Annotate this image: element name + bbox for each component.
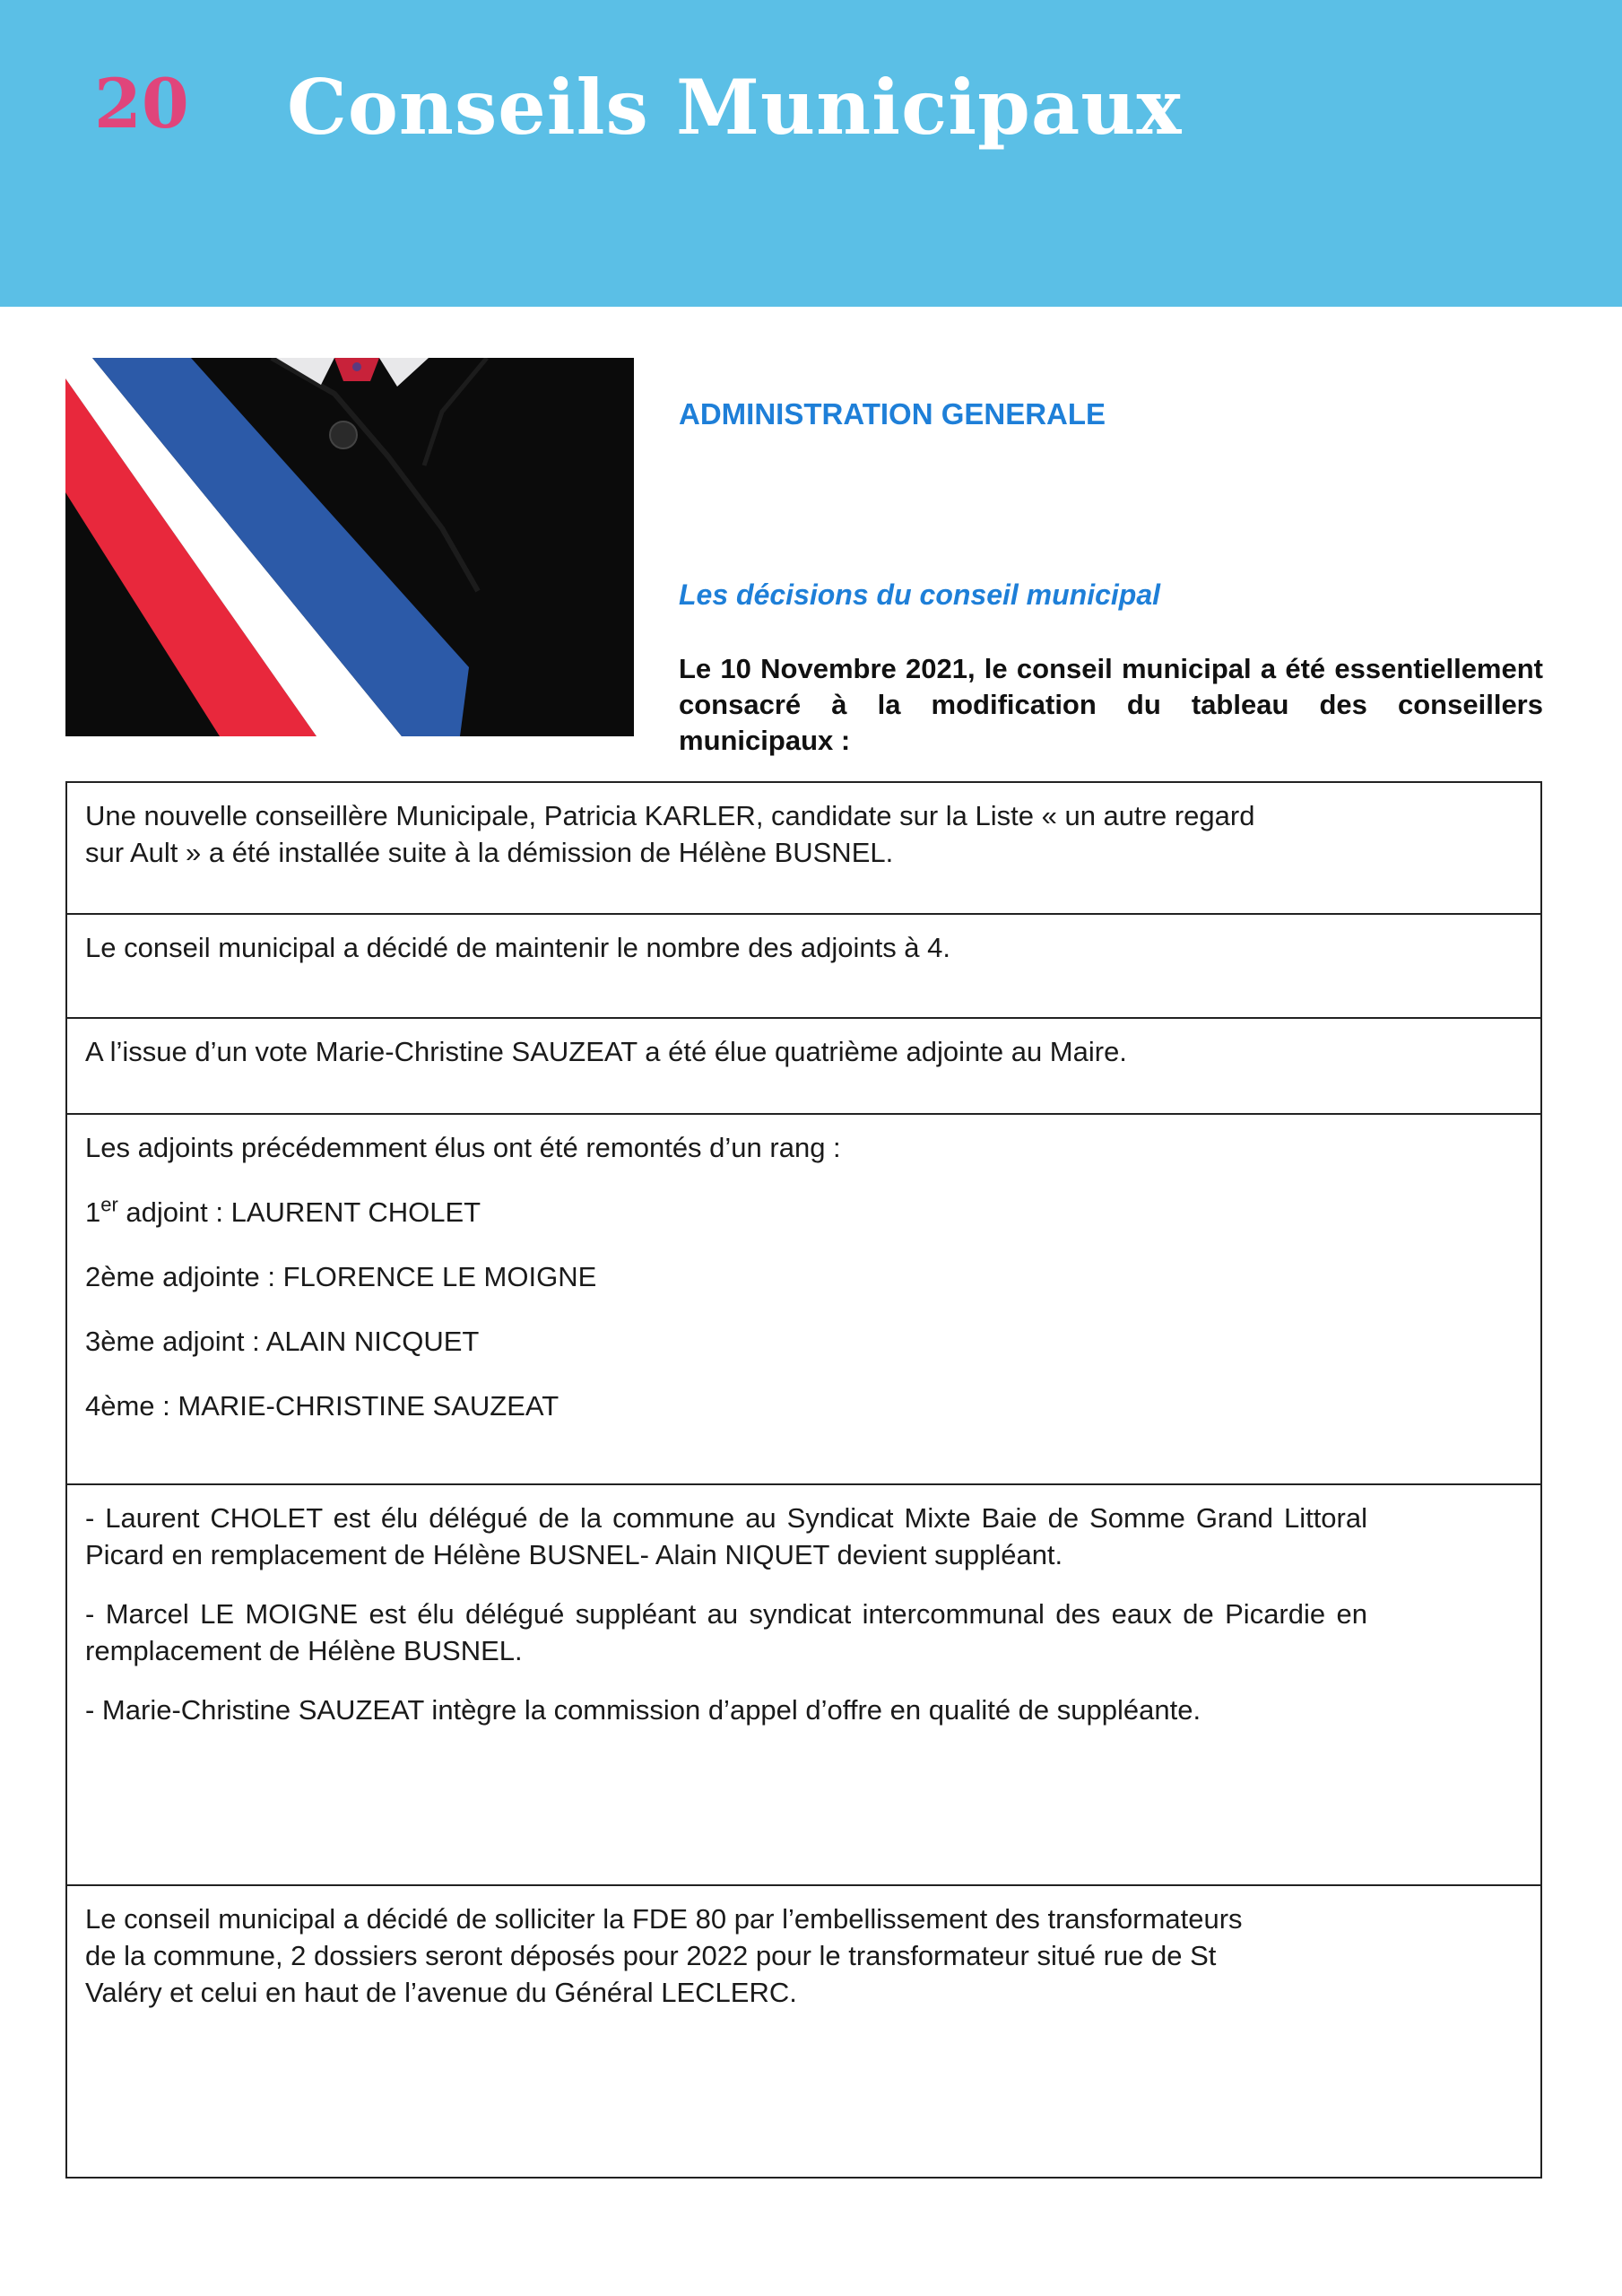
row-text: sur Ault » a été installée suite à la démission de Hélène BUSNEL.: [85, 837, 894, 868]
decision-row: [67, 1113, 1540, 1483]
decision-row: [67, 1017, 1540, 1113]
row-text: Une nouvelle conseillère Municipale, Patricia KARLER, candidate sur la Liste « un autre regard: [85, 800, 1255, 831]
adjoint-3: 3ème adjoint : ALAIN NICQUET: [85, 1326, 480, 1357]
adjoint-1: [85, 1194, 1367, 1231]
delegation-3: - Marie-Christine SAUZEAT intègre la commission d’appel d’offre en qualité de suppléante.: [85, 1694, 1201, 1726]
decision-row: [67, 1483, 1540, 1884]
decision-row: [67, 783, 1540, 913]
row-text: Valéry et celui en haut de l’avenue du Général LECLERC.: [85, 1977, 797, 2008]
row-text: Les adjoints précédemment élus ont été remontés d’un rang :: [85, 1132, 841, 1163]
adjoint-4: 4ème : MARIE-CHRISTINE SAUZEAT: [85, 1390, 559, 1422]
row-text: Le conseil municipal a décidé de solliciter la FDE 80 par l’embellissement des transformateurs: [85, 1903, 1243, 1935]
adjoint-1-sup: er: [100, 1193, 118, 1216]
adjoint-1-rest: adjoint : LAURENT CHOLET: [117, 1196, 481, 1228]
row-text: Le conseil municipal a décidé de maintenir le nombre des adjoints à 4.: [85, 932, 951, 963]
delegation-1: - Laurent CHOLET est élu délégué de la commune au Syndicat Mixte Baie de Somme Grand Littoral Picard en remplacement de Hélène BUSNEL- Alain NIQUET devient suppléant.: [85, 1502, 1367, 1570]
decision-row: [67, 1884, 1540, 2177]
intro-paragraph: Le 10 Novembre 2021, le conseil municipal a été essentiellement consacré à la modification du tableau des conseillers municipaux :: [679, 653, 1543, 756]
adjoint-1-num: 1: [85, 1196, 101, 1228]
mayor-sash-photo: [65, 358, 634, 736]
adjoint-2: 2ème adjointe : FLORENCE LE MOIGNE: [85, 1261, 597, 1292]
decision-row: [67, 913, 1540, 1017]
page-number: 20: [94, 64, 189, 144]
row-text: de la commune, 2 dossiers seront déposés pour 2022 pour le transformateur situé rue de St: [85, 1940, 1217, 1971]
section-subtitle: Les décisions du conseil municipal: [679, 578, 1161, 611]
section-title: ADMINISTRATION GENERALE: [679, 397, 1106, 430]
page-header: [0, 0, 1622, 307]
row-text: A l’issue d’un vote Marie-Christine SAUZEAT a été élue quatrième adjointe au Maire.: [85, 1036, 1127, 1067]
delegation-2: - Marcel LE MOIGNE est élu délégué suppléant au syndicat intercommunal des eaux de Picardie en remplacement de Hélène BUSNEL.: [85, 1598, 1367, 1666]
decisions-table: [65, 781, 1542, 2179]
page-title: Conseils Municipaux: [287, 63, 1183, 152]
